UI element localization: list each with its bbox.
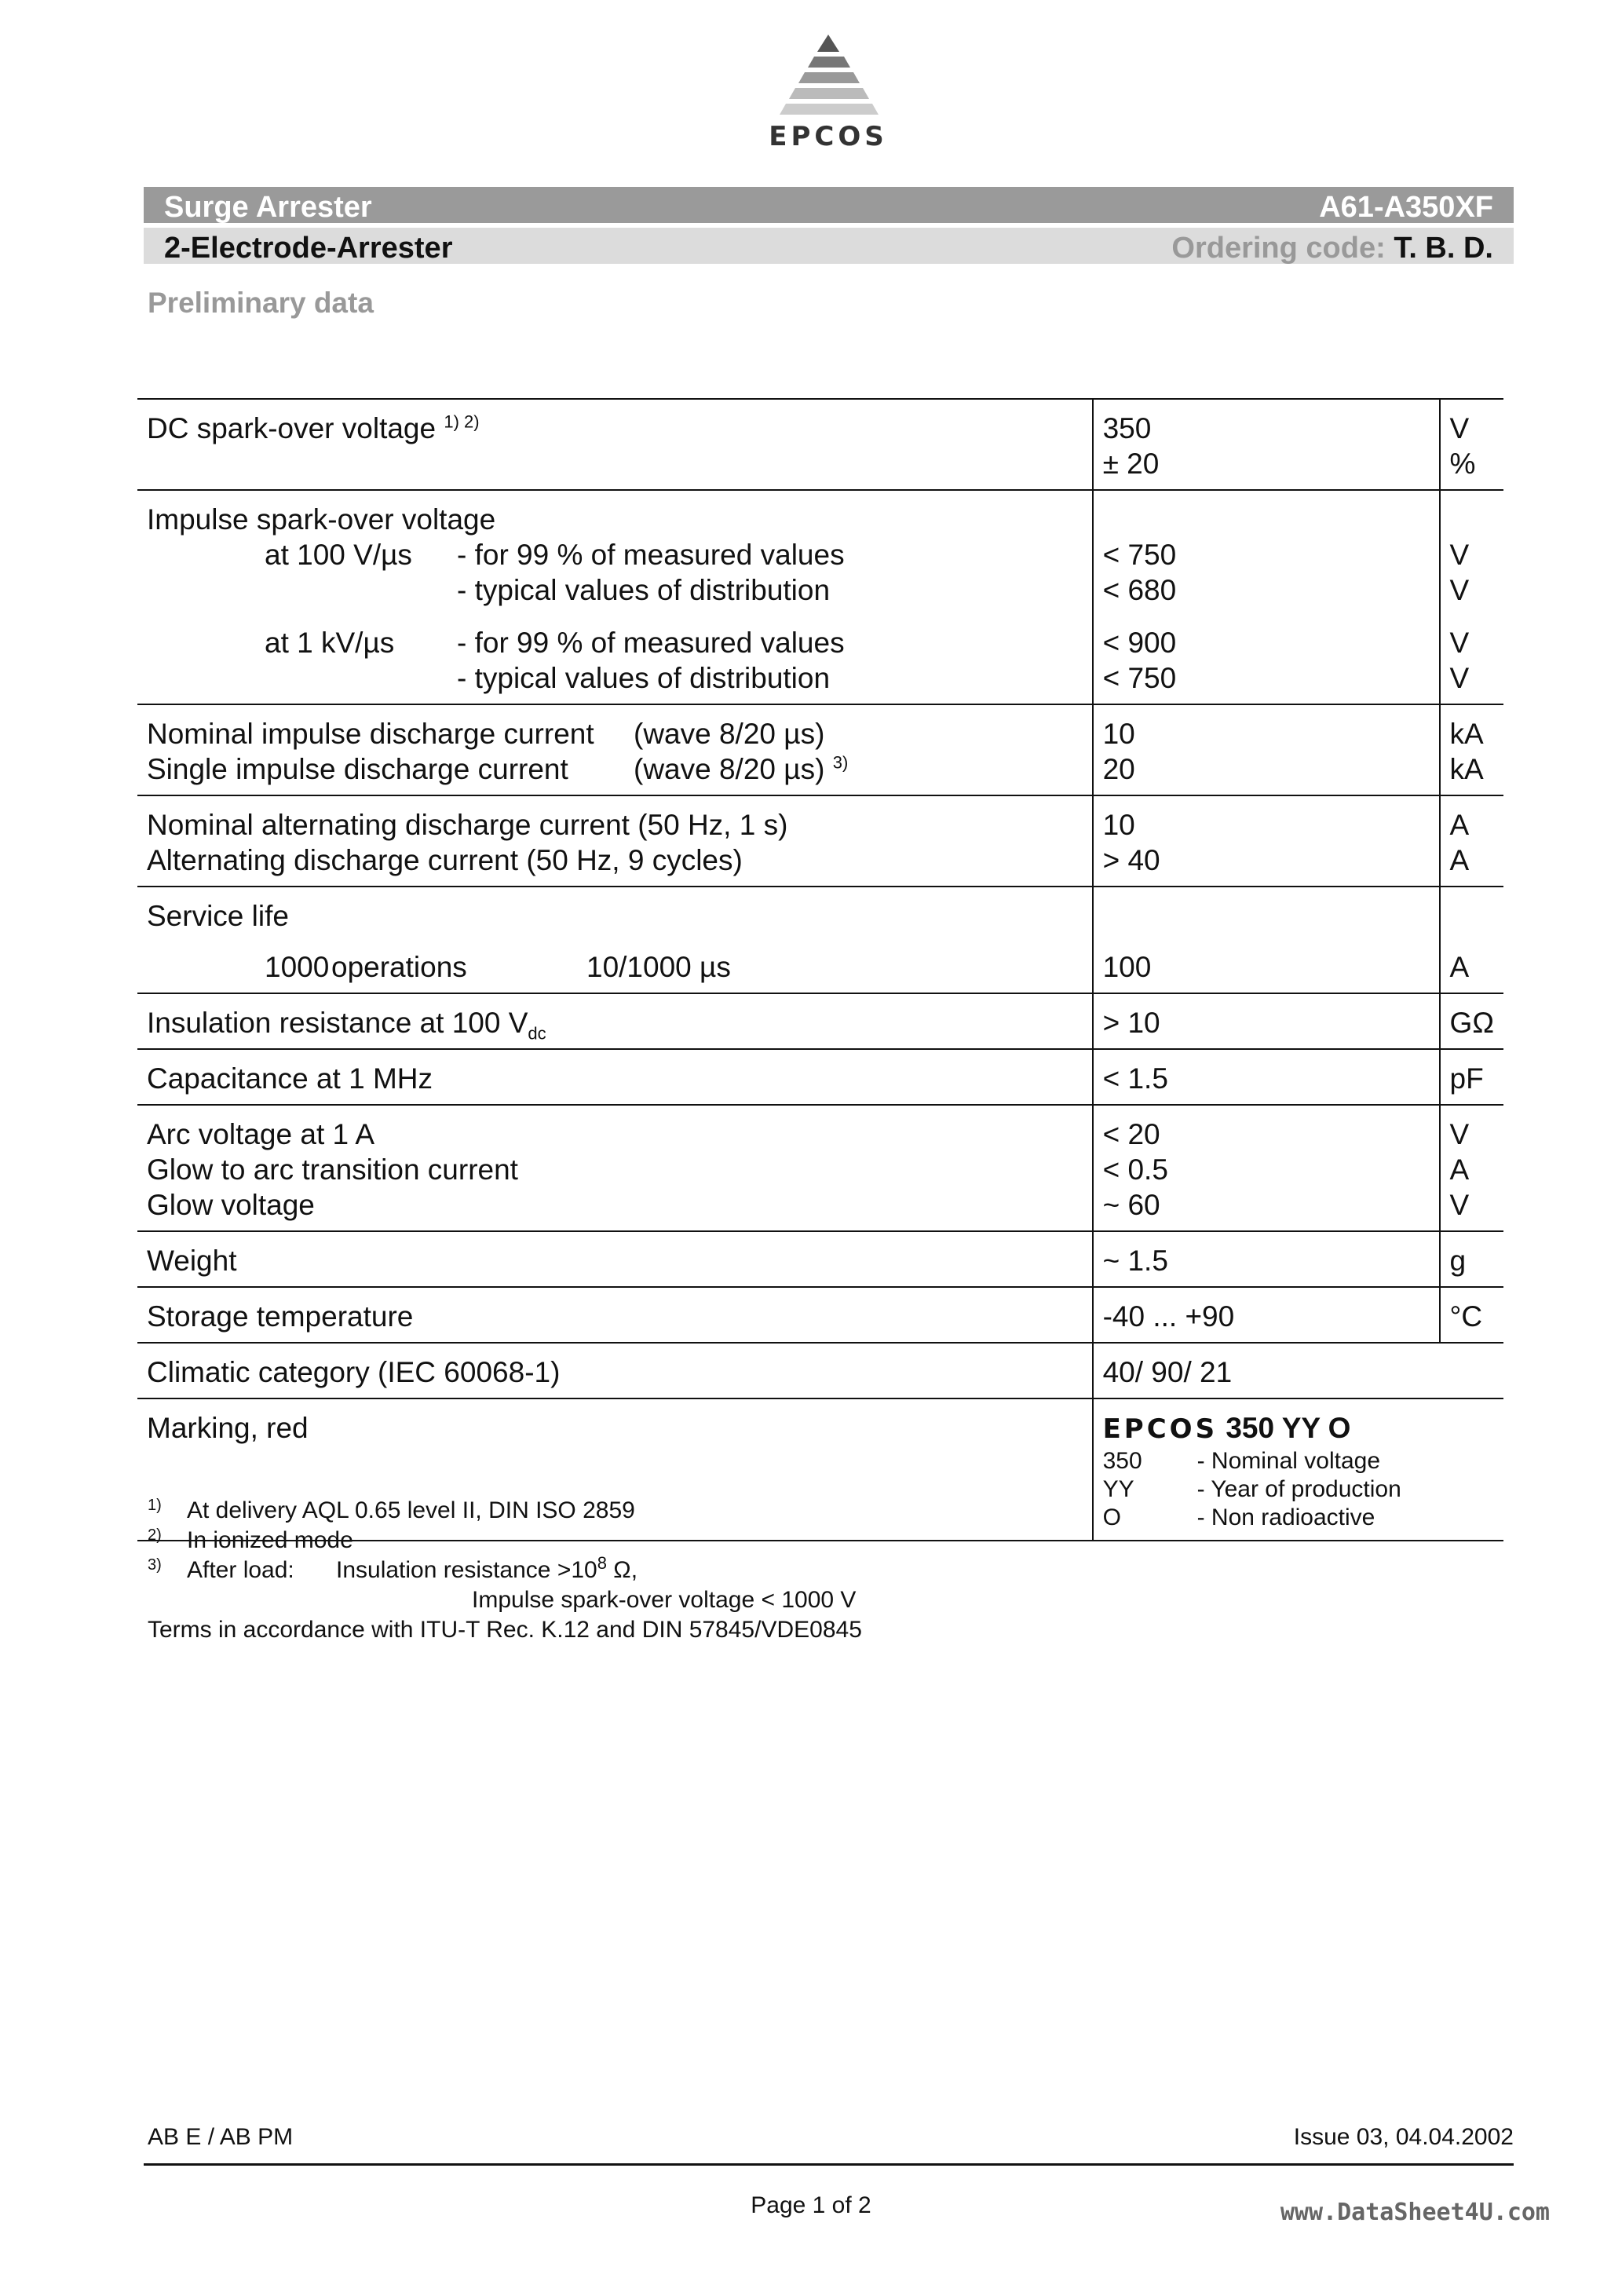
row-value: 10: [1102, 718, 1135, 750]
row-sublabel: - typical values of distribution: [457, 574, 831, 606]
rate-label: at 100 V/µs: [265, 539, 412, 571]
table-row: [137, 1287, 1503, 1343]
table-row: [137, 704, 1503, 795]
row-value: ± 20: [1102, 448, 1160, 480]
preliminary-data-label: Preliminary data: [148, 287, 374, 319]
row-unit: °C: [1449, 1300, 1483, 1333]
row-unit: A: [1449, 951, 1470, 983]
row-unit: V: [1449, 574, 1470, 606]
row-label: Storage temperature: [147, 1300, 414, 1333]
row-label: Arc voltage at 1 A: [147, 1118, 375, 1150]
page-number: Page 1 of 2: [751, 2192, 871, 2218]
row-value: 20: [1102, 753, 1135, 785]
footnote-text: In ionized mode: [187, 1527, 353, 1553]
marking-desc: - Non radioactive: [1196, 1504, 1375, 1530]
row-unit: V: [1449, 1118, 1470, 1150]
row-label: Climatic category (IEC 60068-1): [147, 1356, 561, 1388]
footnote-text: Insulation resistance >10: [336, 1557, 597, 1583]
row-sublabel: - for 99 % of measured values: [457, 539, 845, 571]
table-row: [137, 993, 1503, 1049]
part-number: A61-A350XF: [1319, 191, 1493, 224]
row-label: DC spark-over voltage: [147, 412, 437, 444]
row-unit: A: [1449, 1153, 1470, 1186]
rate-label: at 1 kV/µs: [265, 627, 395, 659]
table-row: [137, 399, 1503, 490]
row-unit: kA: [1449, 753, 1484, 785]
marking-code: 350 YY O: [1226, 1412, 1351, 1444]
spec-table: [137, 398, 1503, 1541]
footer-divider: [144, 2163, 1514, 2166]
row-sublabel: - for 99 % of measured values: [457, 627, 845, 659]
footnote-mark: 1): [148, 1497, 162, 1514]
marking-key: YY: [1102, 1476, 1134, 1502]
subtitle: 2-Electrode-Arrester: [164, 232, 453, 265]
row-value: < 1.5: [1102, 1062, 1168, 1095]
product-type: Surge Arrester: [164, 191, 372, 224]
row-unit: V: [1449, 1189, 1470, 1221]
row-label: Glow to arc transition current: [147, 1153, 518, 1186]
row-value: 100: [1102, 951, 1152, 983]
footnote-text: Impulse spark-over voltage < 1000 V: [472, 1587, 857, 1613]
row-unit: pF: [1449, 1062, 1484, 1095]
marking-desc: - Nominal voltage: [1196, 1448, 1381, 1474]
row-label: Single impulse discharge current: [147, 753, 568, 785]
row-value: < 680: [1102, 574, 1177, 606]
row-value: -40 ... +90: [1102, 1300, 1235, 1333]
row-unit: V: [1449, 539, 1470, 571]
row-unit: GΩ: [1449, 1007, 1494, 1039]
footer-department: AB E / AB PM: [148, 2124, 294, 2150]
row-sublabel: - typical values of distribution: [457, 662, 831, 694]
row-value: < 750: [1102, 662, 1177, 694]
footnote-mark: 2): [148, 1526, 162, 1544]
table-row: [137, 795, 1503, 887]
row-label: Nominal alternating discharge current (50 Hz, 1 s): [147, 809, 788, 841]
marking-key: 350: [1102, 1448, 1142, 1474]
epcos-logo: [758, 31, 899, 157]
service-count: 1000: [265, 951, 330, 983]
row-unit: A: [1449, 844, 1470, 876]
terms-note: Terms in accordance with ITU-T Rec. K.12 and DIN 57845/VDE0845: [148, 1617, 862, 1643]
ordering-code-value: T. B. D.: [1394, 232, 1493, 265]
footer-issue: Issue 03, 04.04.2002: [1293, 2124, 1514, 2150]
logo-wordmark: EPCOS: [769, 121, 888, 152]
row-value: 40/ 90/ 21: [1102, 1356, 1233, 1388]
title-bar: [144, 187, 1514, 223]
row-unit: kA: [1449, 718, 1484, 750]
footnote-ref: 1) 2): [444, 411, 480, 432]
row-label: Service life: [147, 900, 289, 932]
epcos-triangle-icon: [773, 31, 883, 118]
row-value: < 900: [1102, 627, 1177, 659]
table-row: [137, 1049, 1503, 1105]
footnote-ref: 3): [832, 752, 849, 773]
subtitle-bar: [144, 228, 1514, 264]
table-row: [137, 490, 1503, 704]
row-value: ~ 1.5: [1102, 1245, 1168, 1277]
row-unit: V: [1449, 662, 1470, 694]
service-pulse: 10/1000 µs: [586, 951, 731, 983]
service-ops: operations: [331, 951, 467, 983]
row-unit: V: [1449, 627, 1470, 659]
row-label: Capacitance at 1 MHz: [147, 1062, 433, 1095]
watermark-link[interactable]: www.DataSheet4U.com: [1280, 2199, 1550, 2226]
footnote-text: Ω,: [606, 1557, 638, 1583]
table-row: [137, 1343, 1503, 1398]
row-value: 350: [1102, 412, 1152, 444]
row-value: < 20: [1102, 1118, 1160, 1150]
row-unit: g: [1449, 1245, 1467, 1277]
table-row: [137, 1231, 1503, 1287]
wave-label: (wave 8/20 µs): [634, 718, 825, 750]
marking-logo: EPCOS: [1102, 1413, 1218, 1445]
row-unit: %: [1449, 448, 1476, 480]
row-value: < 0.5: [1102, 1153, 1168, 1186]
row-label: Alternating discharge current (50 Hz, 9 cycles): [147, 844, 743, 876]
footnote-text: At delivery AQL 0.65 level II, DIN ISO 2859: [187, 1497, 635, 1523]
ordering-code: [1171, 232, 1493, 265]
footnote-exponent: 8: [597, 1553, 607, 1573]
row-label: Marking, red: [147, 1412, 309, 1444]
ordering-code-label: Ordering code:: [1171, 232, 1394, 265]
footnote-label: After load:: [187, 1557, 294, 1583]
subscript-dc: dc: [528, 1023, 546, 1044]
row-value: 10: [1102, 809, 1135, 841]
row-label: Insulation resistance at 100 V: [147, 1007, 528, 1039]
marking-desc: - Year of production: [1196, 1476, 1401, 1502]
footnotes: [148, 1496, 862, 1645]
table-row: [137, 887, 1503, 993]
row-label: Impulse spark-over voltage: [147, 503, 496, 536]
marking-key: O: [1102, 1504, 1121, 1530]
row-label: Nominal impulse discharge current: [147, 718, 594, 750]
row-value: ~ 60: [1102, 1189, 1160, 1221]
footnote-mark: 3): [148, 1556, 162, 1574]
row-value: > 10: [1102, 1007, 1160, 1039]
table-row: [137, 1105, 1503, 1231]
row-label: Glow voltage: [147, 1189, 315, 1221]
row-value: < 750: [1102, 539, 1177, 571]
row-value: > 40: [1102, 844, 1160, 876]
row-unit: V: [1449, 412, 1470, 444]
row-label: Weight: [147, 1245, 237, 1277]
wave-label: (wave 8/20 µs): [634, 753, 825, 785]
row-unit: A: [1449, 809, 1470, 841]
